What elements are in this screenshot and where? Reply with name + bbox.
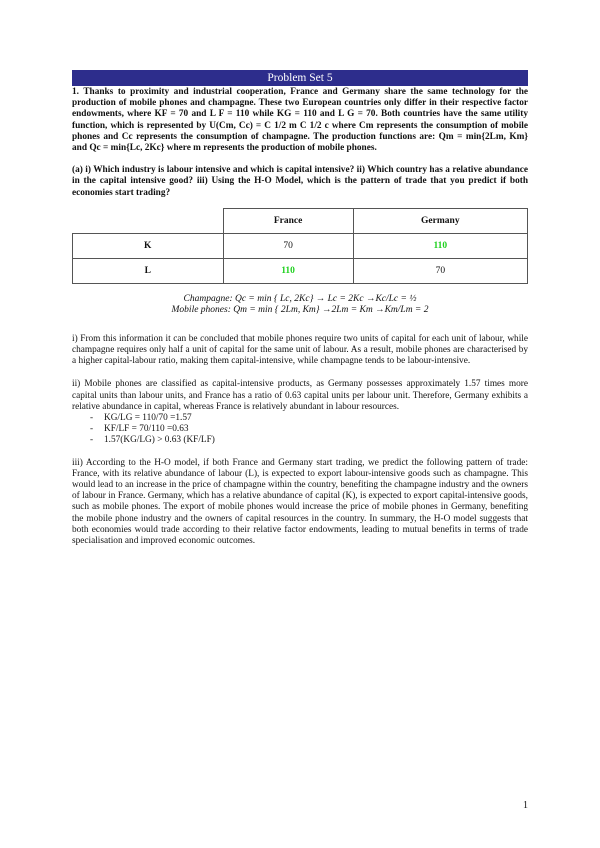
table-row-label-l: L <box>73 258 224 283</box>
mobile-phones-formula: Mobile phones: Qm = min { 2Lm, Km} →2Lm = Km →Km/Lm = 2 <box>171 304 429 315</box>
document-page <box>72 70 528 547</box>
table-corner-cell <box>73 208 224 233</box>
table-header-germany: Germany <box>353 208 527 233</box>
answer-ii-paragraph: ii) Mobile phones are classified as capital-intensive products, as Germany possesses approximately 1.57 times more capital units than labour units, and France has a ratio of 0.63 capital units per labour unit. Therefore, Germany exhibits a relative abundance in capital, whereas France is relatively abundant in labour resources. <box>72 379 528 412</box>
list-item: - 1.57(KG/LG) > 0.63 (KF/LF) <box>90 435 528 446</box>
table-cell-germany-k: 110 <box>353 233 527 258</box>
table-cell-france-l: 110 <box>223 258 353 283</box>
answer-i-paragraph: i) From this information it can be concluded that mobile phones require two units of capital for each unit of labour, while champagne requires only half a unit of capital for the same unit of labour. As a result, mobile phones are characterised by a higher capital-labour ratio, making them capital-intensive, while champagne tends to be labour-intensive. <box>72 333 528 367</box>
table-header-france: France <box>223 208 353 233</box>
table-cell-germany-l: 70 <box>353 258 527 283</box>
problem-set-title: Problem Set 5 <box>72 70 528 86</box>
table-row-label-k: K <box>73 233 224 258</box>
page-number: 1 <box>523 800 528 811</box>
question-1-text: 1. Thanks to proximity and industrial cooperation, France and Germany share the same technology for the production of mobile phones and champagne. These two European countries only differ in their respective factor endowments, where KF = 70 and L F = 110 while KG = 110 and L G = 70. Both countries have the same utility function, which is represented by U(Cm, Cc) = C 1/2 m C 1/2 c where Cm represents the consumption of mobile phones and Cc represents the consumption of champagne. The production functions are: Qm = min{2Lm, Km} and Qc = min{Lc, 2Kc} where m represents the production of mobile phones. <box>72 87 528 154</box>
factor-endowment-table <box>72 208 528 284</box>
list-item: - KF/LF = 70/110 =0.63 <box>90 424 528 435</box>
table-cell-france-k: 70 <box>223 233 353 258</box>
table-row <box>73 258 528 283</box>
question-a-text: (a) i) Which industry is labour intensive and which is capital intensive? ii) Which country has a relative abundance in the capital intensive good? iii) Using the H-O Model, which is the pattern of trade that you predict if both economies start trading? <box>72 165 528 198</box>
ratio-list <box>72 413 528 447</box>
list-item: - KG/LG = 110/70 =1.57 <box>90 413 528 424</box>
champagne-formula: Champagne: Qc = min { Lc, 2Kc} → Lc = 2Kc →Kc/Lc = ½ <box>183 293 417 304</box>
table-row <box>73 233 528 258</box>
production-formulas <box>72 294 528 316</box>
table-header-row <box>73 208 528 233</box>
answer-iii-paragraph: iii) According to the H-O model, if both France and Germany start trading, we predict the following pattern of trade: France, with its relative abundance of labour (L), is expected to export labour-intensive goods such as champagne. This would lead to an increase in the price of champagne within the country, benefiting the champagne industry and the owners of labour in France. Germany, which has a relative abundance of capital (K), is expected to export capital-intensive goods, such as mobile phones. The export of mobile phones would increase the price of mobile phones in Germany, benefiting the mobile phone industry and the owners of capital resources in the country. In summary, the H-O model suggests that both economies would trade according to their relative factor endowments, leading to mutual benefits in terms of trade specialisation and improved economic outcomes. <box>72 457 528 547</box>
